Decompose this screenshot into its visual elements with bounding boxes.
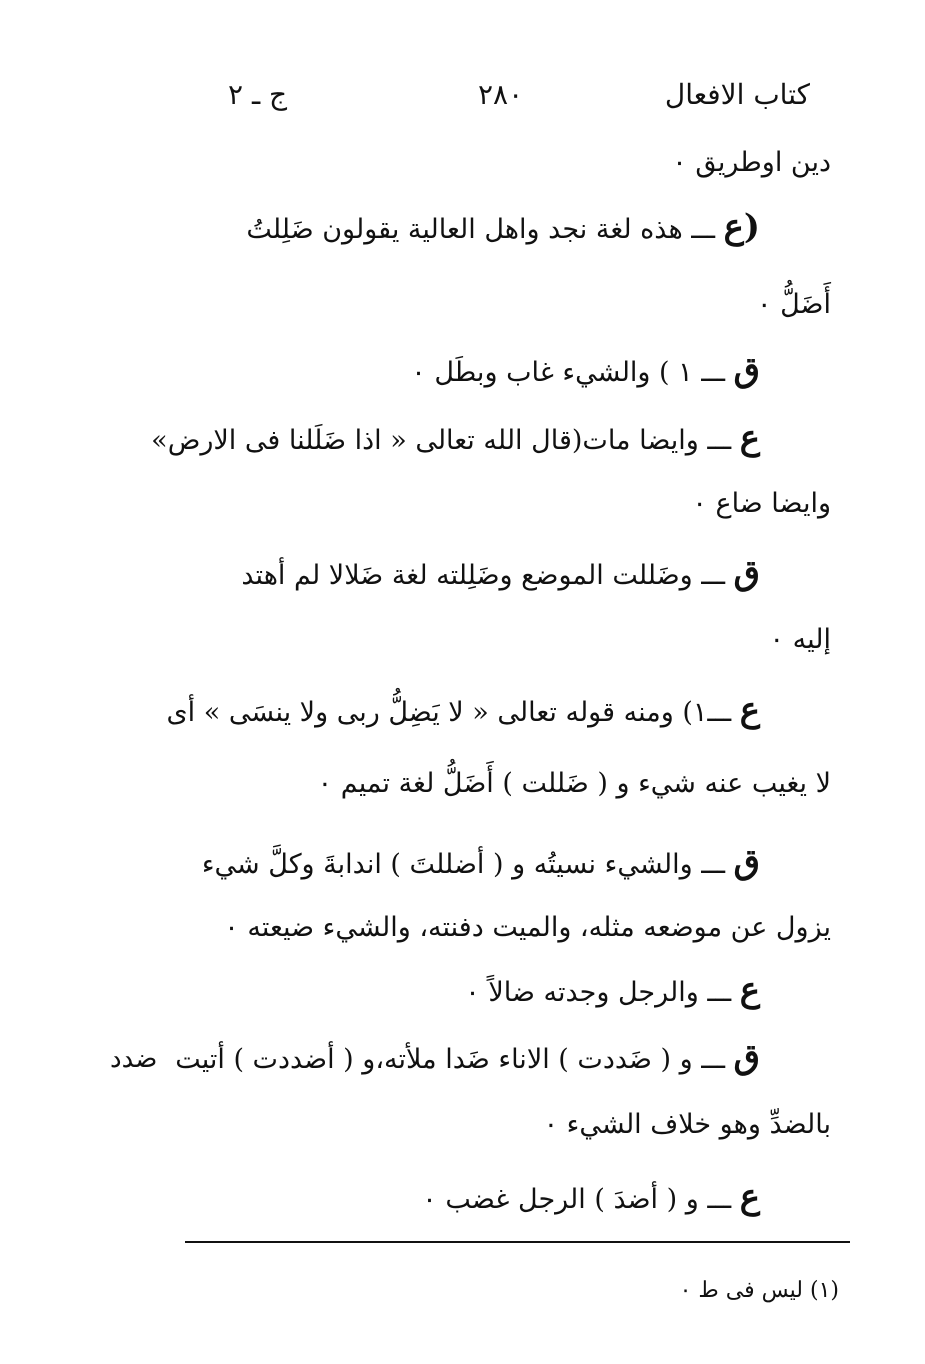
page-number: ٢٨٠ — [478, 78, 524, 111]
text-line — [770, 620, 831, 660]
line-lead-letter: (ع — [723, 207, 760, 247]
footnote-divider — [185, 1241, 850, 1243]
line-text: ـــ هذه لغة نجد واهل العالية يقولون ضَلِلتُ — [246, 214, 716, 245]
line-lead-letter: ق — [733, 1037, 760, 1077]
margin-root-note: ضدد — [110, 1044, 158, 1074]
line-lead-letter: ق — [733, 350, 760, 390]
text-line — [757, 285, 831, 325]
text-line — [175, 1037, 760, 1080]
line-lead-letter: ق — [733, 553, 760, 593]
text-line — [544, 1105, 831, 1145]
text-line — [246, 207, 760, 250]
text-line — [692, 484, 831, 524]
line-text: يزول عن موضعه مثله، والميت دفنته، والشيء ضيعته ٠ — [224, 912, 831, 943]
line-text: أَضَلُّ ٠ — [757, 289, 831, 320]
text-line — [422, 1177, 760, 1220]
text-line — [465, 970, 760, 1013]
line-lead-letter: ع — [739, 690, 760, 730]
text-line — [224, 908, 831, 948]
line-lead-letter: ع — [739, 970, 760, 1010]
line-text: وايضا ضاع ٠ — [692, 488, 831, 519]
line-text: ـــ والشيء نسيتُه و ( أضللتَ ) اندابةَ وكلَّ شيء — [201, 849, 726, 880]
book-title: كتاب الافعال — [664, 78, 810, 111]
line-lead-letter: ع — [739, 1177, 760, 1217]
line-text: ـــ وضَللت الموضع وضَلِلته لغة ضَلالا لم أهتد — [241, 560, 726, 591]
text-line — [672, 143, 831, 183]
text-line — [318, 764, 831, 804]
line-text: ـــ ١ ) والشيء غاب وبطَل ٠ — [411, 357, 726, 388]
text-line — [167, 690, 760, 733]
line-lead-letter: ق — [733, 842, 760, 882]
line-text: ـــ و ( ضَددت ) الاناء ضَدا ملأته،و ( أضددت ) أتيت — [175, 1044, 726, 1075]
text-line — [202, 842, 760, 885]
line-text: دين اوطريق ٠ — [672, 147, 831, 178]
line-text: إليه ٠ — [769, 624, 831, 655]
line-text: لا يغيب عنه شيء و ( ضَللت ) أَضَلُّ لغة تميم ٠ — [317, 768, 831, 799]
line-text: ـــ وايضا مات(قال الله تعالى « اذا ضَلَلنا فى الارض» — [151, 425, 732, 456]
text-line — [411, 350, 760, 393]
volume-label: ج ـ ٢ — [228, 78, 288, 111]
footnote: (١) ليس فى ط ٠ — [679, 1278, 839, 1303]
line-text: ـــ و ( أضدَ ) الرجل غضب ٠ — [422, 1184, 732, 1215]
line-text: ـــ والرجل وجدته ضالاً ٠ — [465, 977, 732, 1008]
line-text: ـــ١) ومنه قوله تعالى « لا يَضِلُّ ربى ولا ينسَى » أى — [166, 697, 732, 728]
line-lead-letter: ع — [739, 418, 760, 458]
text-line — [241, 553, 760, 596]
line-text: بالضدِّ وهو خلاف الشيء ٠ — [543, 1109, 831, 1140]
text-line — [151, 418, 760, 461]
